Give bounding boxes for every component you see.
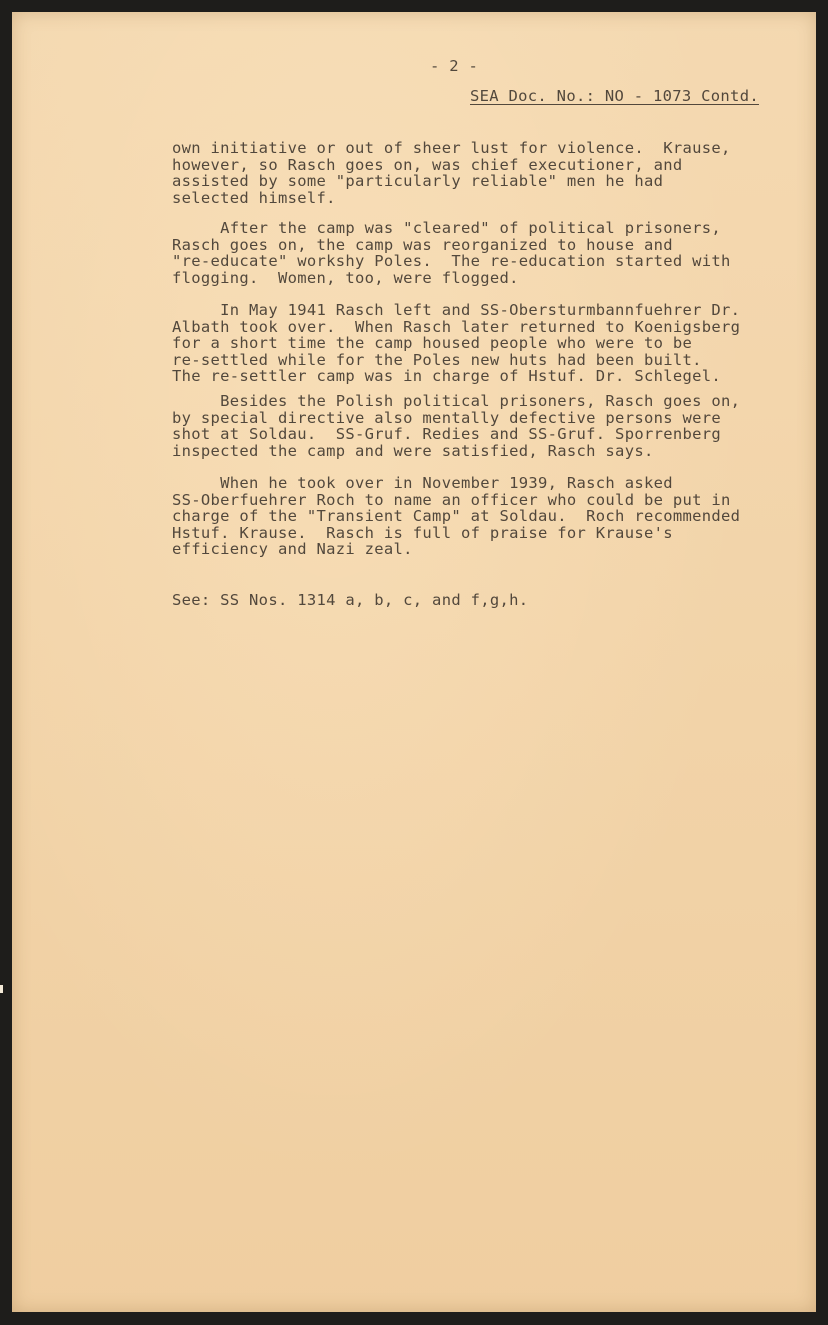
- text-line: efficiency and Nazi zeal.: [172, 540, 413, 558]
- see-also-reference: [172, 592, 528, 609]
- text-line: however, so Rasch goes on, was chief executioner, and: [172, 155, 683, 174]
- text-line: shot at Soldau. SS-Gruf. Redies and SS-Gruf. Sporrenberg: [172, 425, 722, 443]
- text-line: by special directive also mentally defective persons were: [172, 408, 722, 427]
- text-line: In May 1941 Rasch left and SS-Obersturmbannfuehrer Dr.: [172, 301, 741, 319]
- paragraph: [172, 140, 731, 206]
- text-line: Hstuf. Krause. Rasch is full of praise for Krause's: [172, 523, 673, 542]
- text-line: The re-settler camp was in charge of Hstuf. Dr. Schlegel.: [172, 367, 722, 385]
- text-line: When he took over in November 1939, Rasch asked: [172, 474, 673, 492]
- paragraph: [172, 302, 740, 385]
- text-line: selected himself.: [172, 188, 336, 207]
- paragraph: [172, 220, 731, 286]
- text-line: Albath took over. When Rasch later returned to Koenigsberg: [172, 317, 741, 336]
- text-line: Besides the Polish political prisoners, Rasch goes on,: [172, 392, 741, 410]
- text-line: Rasch goes on, the camp was reorganized to house and: [172, 235, 673, 254]
- document-reference: SEA Doc. No.: NO - 1073 Contd.: [470, 87, 759, 105]
- text-line: flogging. Women, too, were flogged.: [172, 268, 519, 287]
- text-line: See: SS Nos. 1314 a, b, c, and f,g,h.: [172, 591, 529, 609]
- paragraph: [172, 393, 740, 459]
- text-line: own initiative or out of sheer lust for violence. Krause,: [172, 139, 731, 157]
- text-line: inspected the camp and were satisfied, Rasch says.: [172, 441, 654, 460]
- text-line: After the camp was "cleared" of political prisoners,: [172, 219, 722, 237]
- text-line: SS-Oberfuehrer Roch to name an officer who could be put in: [172, 490, 731, 509]
- text-line: assisted by some "particularly reliable" men he had: [172, 172, 664, 190]
- text-line: charge of the "Transient Camp" at Soldau. Roch recommended: [172, 507, 741, 525]
- text-line: "re-educate" workshy Poles. The re-education started with: [172, 252, 731, 270]
- paragraph: [172, 475, 740, 558]
- scan-edge-mark: [0, 985, 3, 993]
- page-number: - 2 -: [430, 57, 479, 75]
- text-line: for a short time the camp housed people who were to be: [172, 334, 693, 352]
- document-page: [12, 12, 816, 1312]
- text-line: re-settled while for the Poles new huts had been built.: [172, 350, 702, 369]
